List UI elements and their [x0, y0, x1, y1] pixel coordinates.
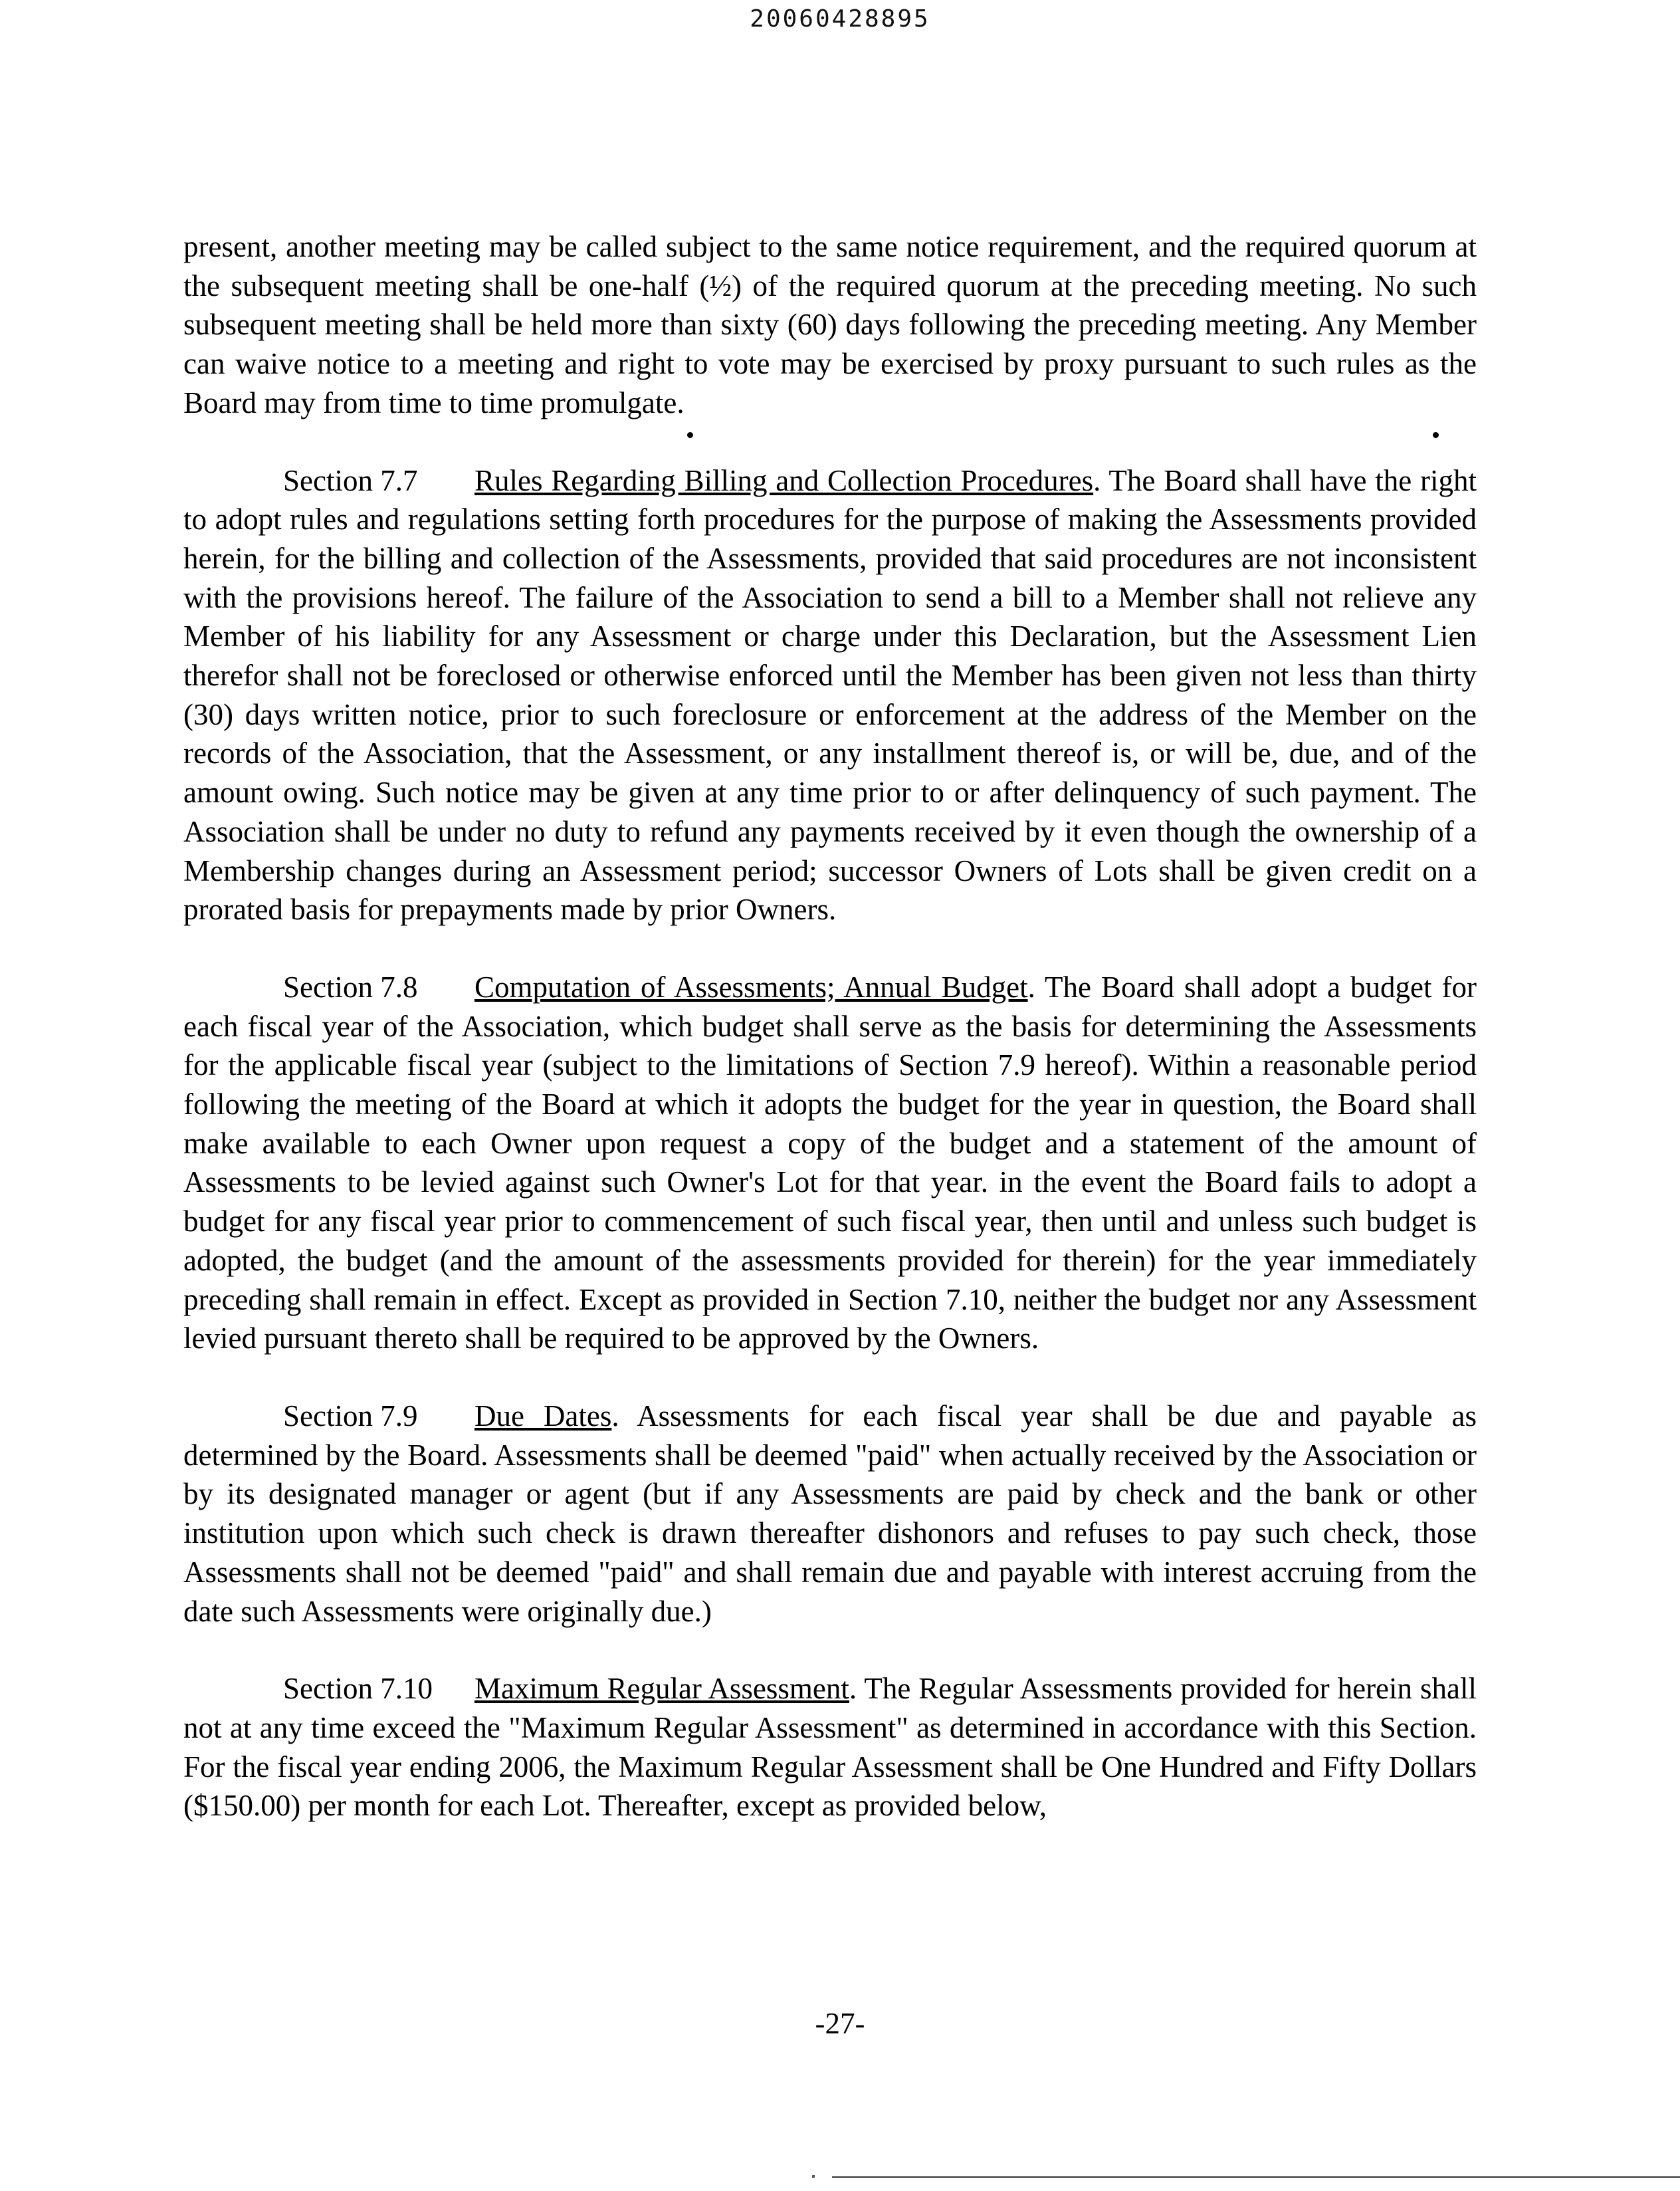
- section-7-9: [183, 1397, 1477, 1631]
- scan-speck-dot: [1433, 432, 1439, 438]
- page-number: -27-: [815, 2007, 865, 2040]
- section-7-10: [183, 1669, 1477, 1825]
- section-heading: Maximum Regular Assessment: [474, 1672, 849, 1706]
- document-number: 20060428895: [750, 5, 930, 33]
- section-number: Section 7.10: [283, 1672, 433, 1706]
- section-body: . Assessments for each fiscal year shall be due and payable as determined by the Board. Assessments shall be deemed "paid" when actually received by the Association or by its designated manager or agent (but if any Assessments are paid by check and the bank or other institution upon which such check is drawn thereafter dishonors and refuses to pay such check, those Assessments shall not be deemed "paid" and shall remain due and payable with interest accruing from the date such Assessments were originally due.): [183, 1399, 1477, 1628]
- scan-speck-dot: [687, 432, 693, 438]
- section-number: Section 7.7: [283, 463, 418, 497]
- section-body: . The Regular Assessments provided for herein shall not at any time exceed the "Maximum Regular Assessment" as determined in accordance with this Section. For the fiscal year ending 2006, the Maximum Regular Assessment shall be One Hundred and Fifty Dollars ($150.00) per month for each Lot. Thereafter, except as provided below,: [183, 1672, 1477, 1823]
- section-heading: Computation of Assessments; Annual Budget: [474, 970, 1028, 1004]
- section-7-8: [183, 968, 1477, 1358]
- body-text: [183, 227, 1477, 1864]
- footer-mark: [812, 2175, 815, 2178]
- section-heading: Due Dates: [474, 1399, 612, 1433]
- section-7-7: [183, 461, 1477, 929]
- section-number: Section 7.9: [283, 1399, 418, 1433]
- section-number: Section 7.8: [283, 970, 418, 1004]
- continuation-paragraph: present, another meeting may be called subject to the same notice requirement, and the required quorum at the subsequent meeting shall be one-half (½) of the required quorum at the preceding meeting. No such subsequent meeting shall be held more than sixty (60) days following the preceding meeting. Any Member can waive notice to a meeting and right to vote may be exercised by proxy pursuant to such rules as the Board may from time to time promulgate.: [183, 230, 1477, 419]
- section-body: . The Board shall have the right to adopt rules and regulations setting forth procedures for the purpose of making the Assessments provided herein, for the billing and collection of the Assessments, provided that said procedures are not inconsistent with the provisions hereof. The failure of the Association to send a bill to a Member shall not relieve any Member of his liability for any Assessment or charge under this Declaration, but the Assessment Lien therefor shall not be foreclosed or otherwise enforced until the Member has been given not less than thirty (30) days written notice, prior to such foreclosure or enforcement at the address of the Member on the records of the Association, that the Assessment, or any installment thereof is, or will be, due, and of the amount owing. Such notice may be given at any time prior to or after delinquency of such payment. The Association shall be under no duty to refund any payments received by it even though the ownership of a Membership changes during an Assessment period; successor Owners of Lots shall be given credit on a prorated basis for prepayments made by prior Owners.: [183, 463, 1477, 927]
- section-body: . The Board shall adopt a budget for each fiscal year of the Association, which budget shall serve as the basis for determining the Assessments for the applicable fiscal year (subject to the limitations of Section 7.9 hereof). Within a reasonable period following the meeting of the Board at which it adopts the budget for the year in question, the Board shall make available to each Owner upon request a copy of the budget and a statement of the amount of Assessments to be levied against such Owner's Lot for that year. in the event the Board fails to adopt a budget for any fiscal year prior to commencement of such fiscal year, then until and unless such budget is adopted, the budget (and the amount of the assessments provided for therein) for the year immediately preceding shall remain in effect. Except as provided in Section 7.10, neither the budget nor any Assessment levied pursuant thereto shall be required to be approved by the Owners.: [183, 970, 1477, 1355]
- section-heading: Rules Regarding Billing and Collection Procedures: [474, 463, 1094, 497]
- footer-rule: [832, 2176, 1680, 2178]
